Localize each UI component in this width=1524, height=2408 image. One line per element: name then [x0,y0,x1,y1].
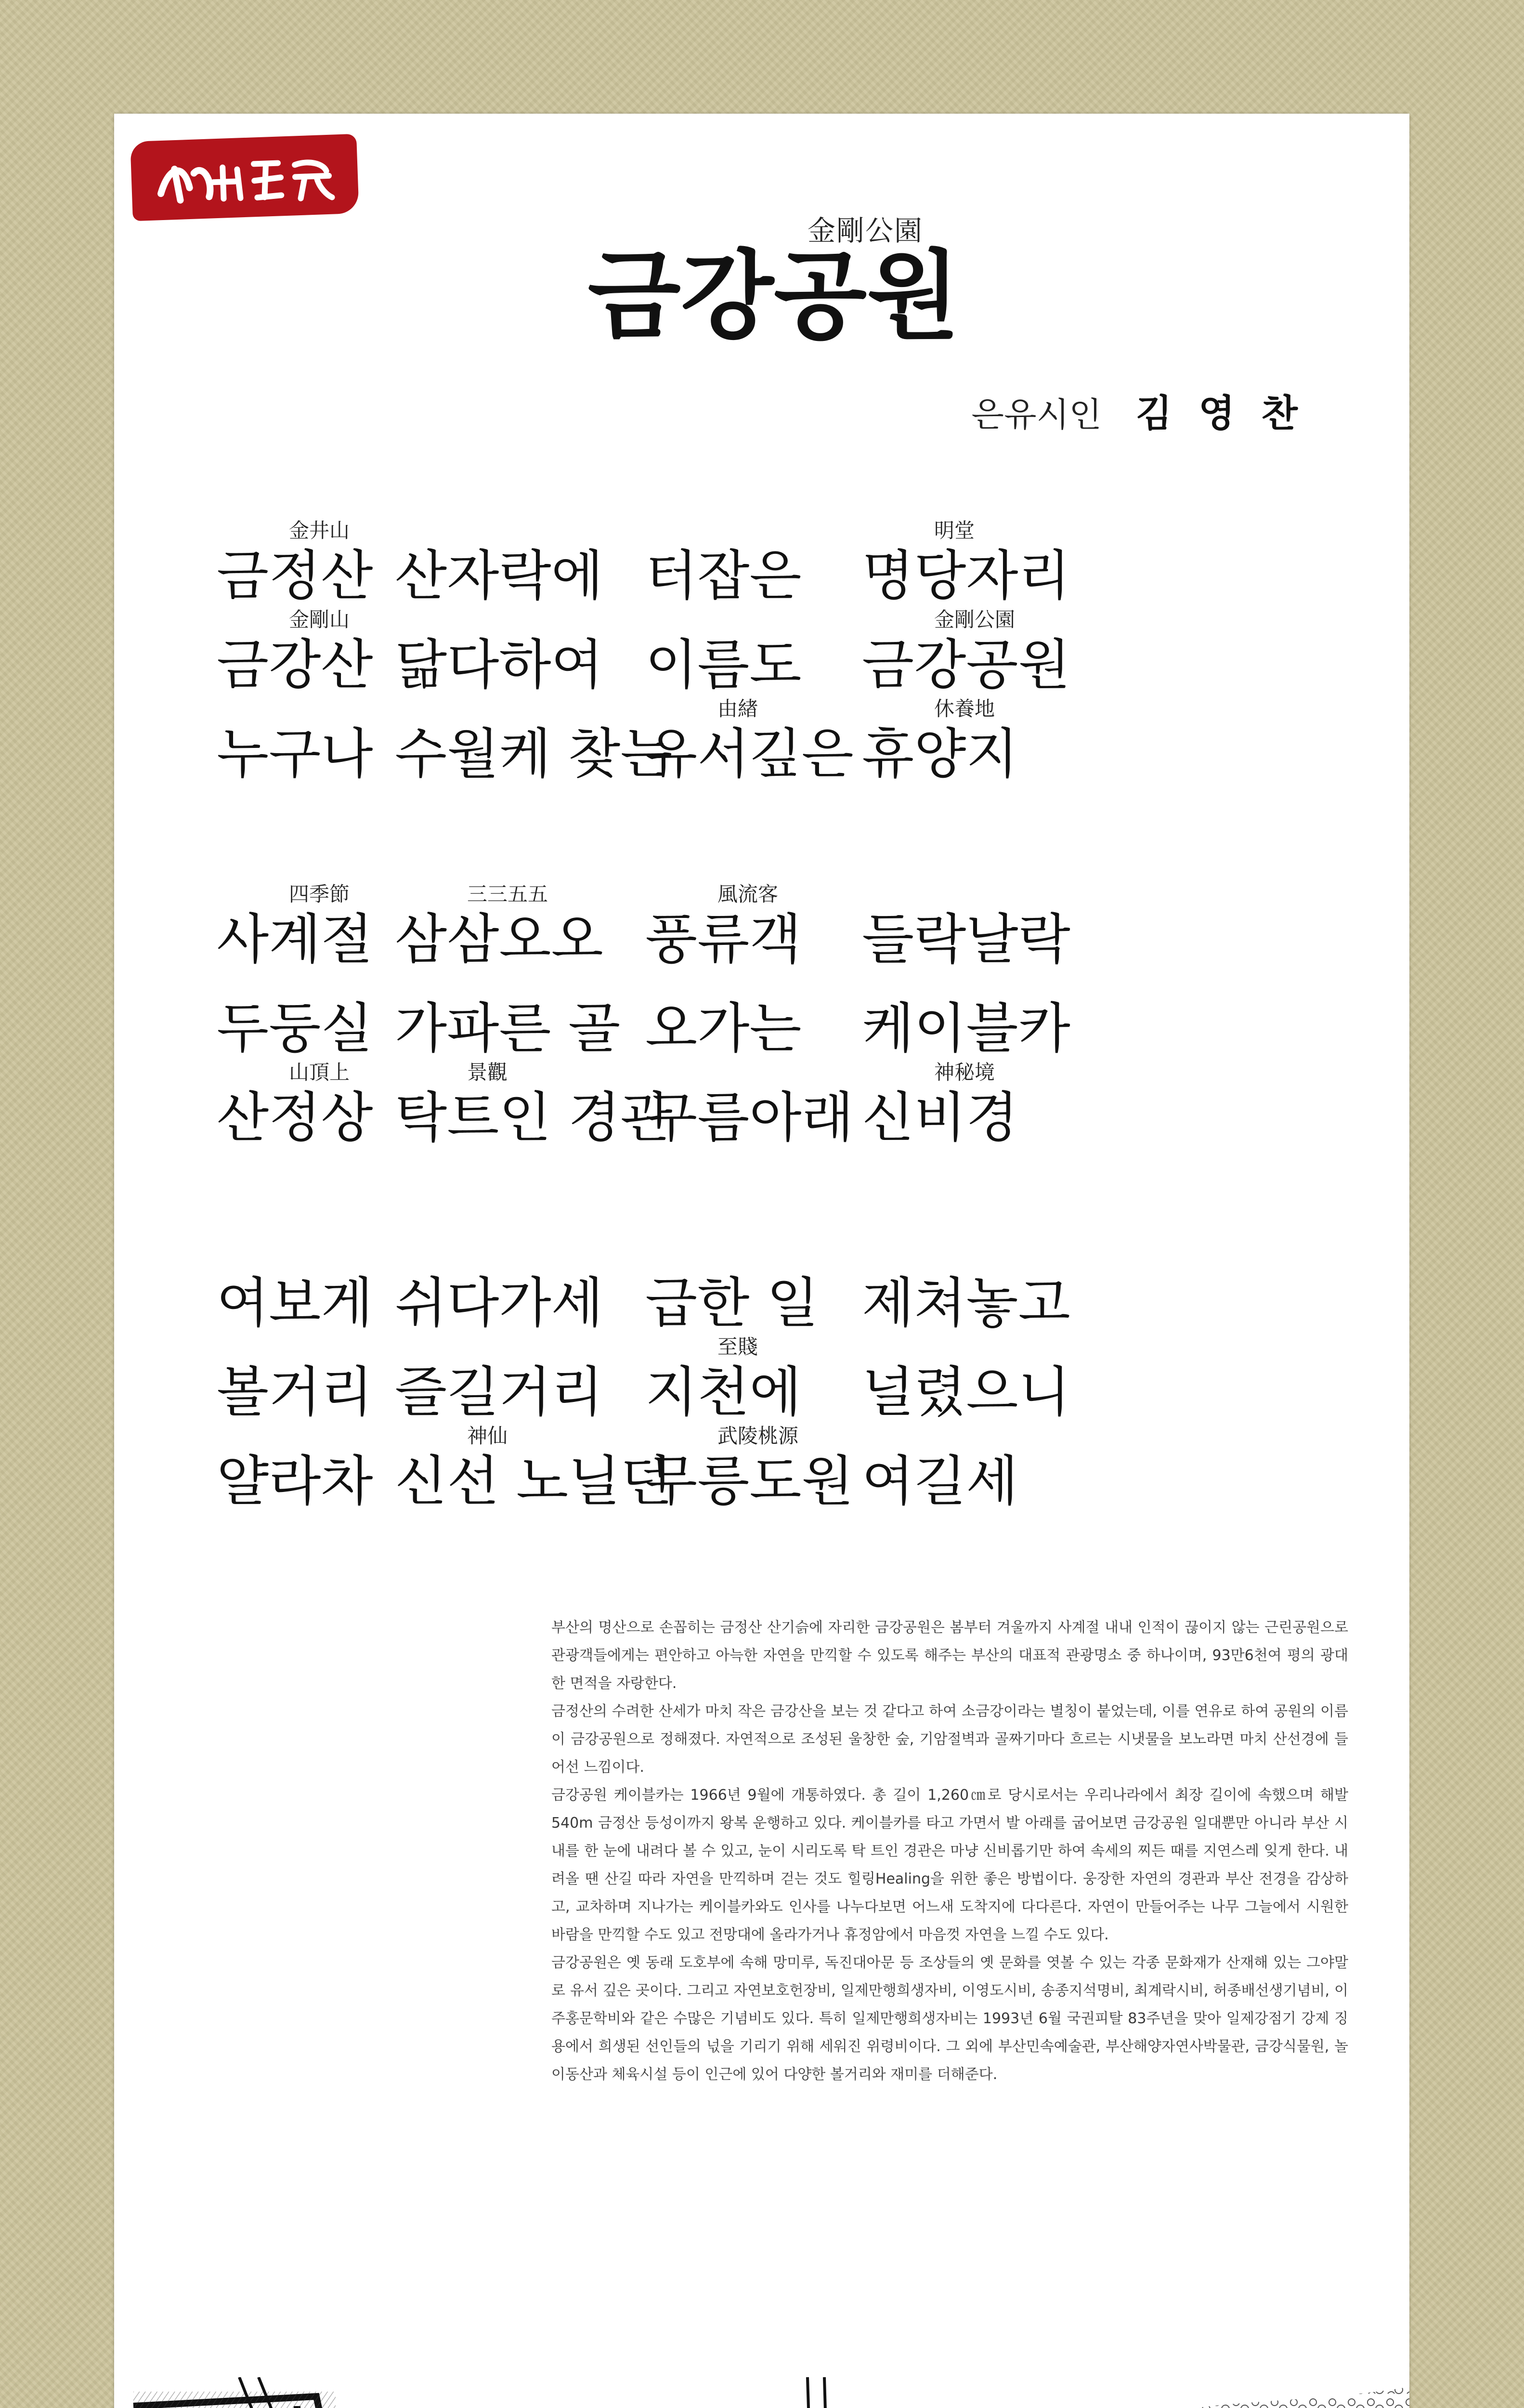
poster-panel [114,114,1409,2408]
poem-word: 케이블카 [862,997,1070,1060]
poem-line [217,882,1324,971]
calligraphy-logo-icon [150,149,339,209]
poem-word: 풍류객 [645,908,802,971]
poem-hanja-ruby: 神秘境 [934,1060,995,1084]
poem-line [217,1335,1324,1424]
poem-word: 누구나 [217,723,373,785]
poem-hanja-ruby: 至賤 [717,1335,758,1359]
title-hanja: 金剛公園 [808,214,924,247]
poem-hanja-ruby: 山頂上 [289,1060,350,1084]
poem-word: 지천에 [645,1361,802,1424]
poem-line [217,607,1324,696]
poem-hanja-ruby: 金井山 [289,519,350,542]
poem-word: 급한 일 [645,1272,819,1335]
poem-word: 들락날락 [862,908,1070,971]
poem-word: 수월케 찾는 [395,723,673,785]
poem-word: 사계절 [217,908,373,971]
poem-word: 여보게 [217,1272,373,1335]
poem-line [217,1060,1324,1149]
geumsan-baekgyeong-logo [130,134,359,221]
poem-word: 여길세 [862,1450,1018,1513]
prose-description [551,1614,1348,2089]
poem-hanja-ruby: 四季節 [289,882,350,906]
poem-word: 무릉도원 [645,1450,854,1513]
poem-word: 가파른 골 [395,997,621,1060]
poem-hanja-ruby: 明堂 [934,519,975,542]
poem-word: 널렸으니 [862,1361,1070,1424]
poem-word: 산자락에 [395,545,603,607]
poem-word: 즐길거리 [395,1361,603,1424]
poem-word: 유서깊은 [645,723,854,785]
poem-hanja-ruby: 風流客 [717,882,779,906]
prose-paragraph: 금강공원은 옛 동래 도호부에 속해 망미루, 독진대아문 등 조상들의 옛 문화를 엿볼 수 있는 각종 문화재가 산재해 있는 그야말로 유서 깊은 곳이다. 그리고 자연보호헌장비, 일제만행희생자비, 이영도시비, 송종지석명비, 최계락시비, 허종배선생기념비, 이주홍문학비와 같은 수많은 기념비도 있다. 특히 일제만행희생자비는 1993년 6월 국권피탈 83주년을 맞아 일제강점기 강제 징용에서 희생된 선인들의 넋을 기리기 위해 세워진 위령비이다. 그 외에 부산민속예술관, 부산해양자연사박물관, 금강식물원, 놀이동산과 체육시설 등이 인근에 있어 다양한 볼거리와 재미를 더해준다. [551,1954,1348,2083]
prose-paragraph: 금정산의 수려한 산세가 마치 작은 금강산을 보는 것 같다고 하여 소금강이라는 별칭이 붙었는데, 이를 연유로 하여 공원의 이름이 금강공원으로 정해졌다. 자연적으로 조성된 울창한 숲, 기암절벽과 골짜기마다 흐르는 시냇물을 보노라면 마치 산선경에 들어선 느낌이다. [551,1703,1348,1776]
poem-hanja-ruby: 休養地 [934,697,995,720]
author-role: 은유시인 [971,395,1102,434]
prose-paragraph: 부산의 명산으로 손꼽히는 금정산 산기슭에 자리한 금강공원은 봄부터 겨울까지 사계절 내내 인적이 끊이지 않는 근린공원으로 관광객들에게는 편안하고 아늑한 자연을 만끽할 수 있도록 해주는 부산의 대표적 관광명소 중 하나이며, 93만6천여 평의 광대한 면적을 자랑한다. [551,1619,1348,1692]
poem [217,518,1324,1513]
poem-word: 구름아래 [645,1086,854,1149]
poem-word: 신선 노닐던 [395,1450,673,1513]
poem-line [217,1424,1324,1513]
cable-car-illustration [114,2377,1409,2408]
poem-line [217,971,1324,1060]
poem-line [217,518,1324,607]
poem-word: 이름도 [645,634,802,696]
poem-word: 산정상 [217,1086,373,1149]
poem-word: 볼거리 [217,1361,373,1424]
poem-word: 금강공원 [862,634,1070,696]
poem-line [217,1245,1324,1335]
page-title: 금강공원 [587,240,960,353]
poem-word: 명당자리 [862,545,1070,607]
poem-word: 두둥실 [217,997,373,1060]
poem-word: 제쳐놓고 [862,1272,1070,1335]
author-line [971,383,1304,437]
poem-word: 쉬다가세 [395,1272,603,1335]
poem-hanja-ruby: 金剛公園 [934,608,1016,631]
poem-hanja-ruby: 武陵桃源 [717,1424,799,1448]
poem-word: 오가는 [645,997,802,1060]
poem-word: 신비경 [862,1086,1018,1149]
poem-hanja-ruby: 金剛山 [289,608,350,631]
author-name: 김 영 찬 [1135,392,1304,435]
poem-word: 금강산 [217,634,373,696]
poem-hanja-ruby: 三三五五 [467,882,548,906]
poem-word: 휴양지 [862,723,1018,785]
poem-word: 삼삼오오 [395,908,603,971]
poem-word: 터잡은 [645,545,802,607]
poem-hanja-ruby: 由緖 [717,697,758,720]
prose-paragraph: 금강공원 케이블카는 1966년 9월에 개통하였다. 총 길이 1,260㎝로 당시로서는 우리나라에서 최장 길이에 속했으며 해발 540m 금정산 등성이까지 왕복 운행하고 있다. 케이블카를 타고 가면서 발 아래를 굽어보면 금강공원 일대뿐만 아니라 부산 시내를 한 눈에 내려다 볼 수 있고, 눈이 시리도록 탁 트인 경관은 마냥 신비롭기만 하여 속세의 찌든 때를 지연스레 잊게 한다. 내려올 땐 산길 따라 자연을 만끽하며 걷는 것도 힐링Healing을 위한 좋은 방법이다. 웅장한 자연의 경관과 부산 전경을 감상하고, 교차하며 지나가는 케이블카와도 인사를 나누다보면 어느새 도착지에 다다른다. 자연이 만들어주는 나무 그늘에서 시원한 바람을 만끽할 수도 있고 전망대에 올라가거나 휴정암에서 마음껏 자연을 느낄 수도 있다. [551,1787,1348,1943]
poem-word: 탁트인 경관 [395,1086,673,1149]
poem-line [217,696,1324,785]
poem-hanja-ruby: 景觀 [467,1060,508,1084]
poem-word: 얄라차 [217,1450,373,1513]
poem-word: 금정산 [217,545,373,607]
poem-word: 닮다하여 [395,634,603,696]
poem-hanja-ruby: 神仙 [467,1424,508,1448]
